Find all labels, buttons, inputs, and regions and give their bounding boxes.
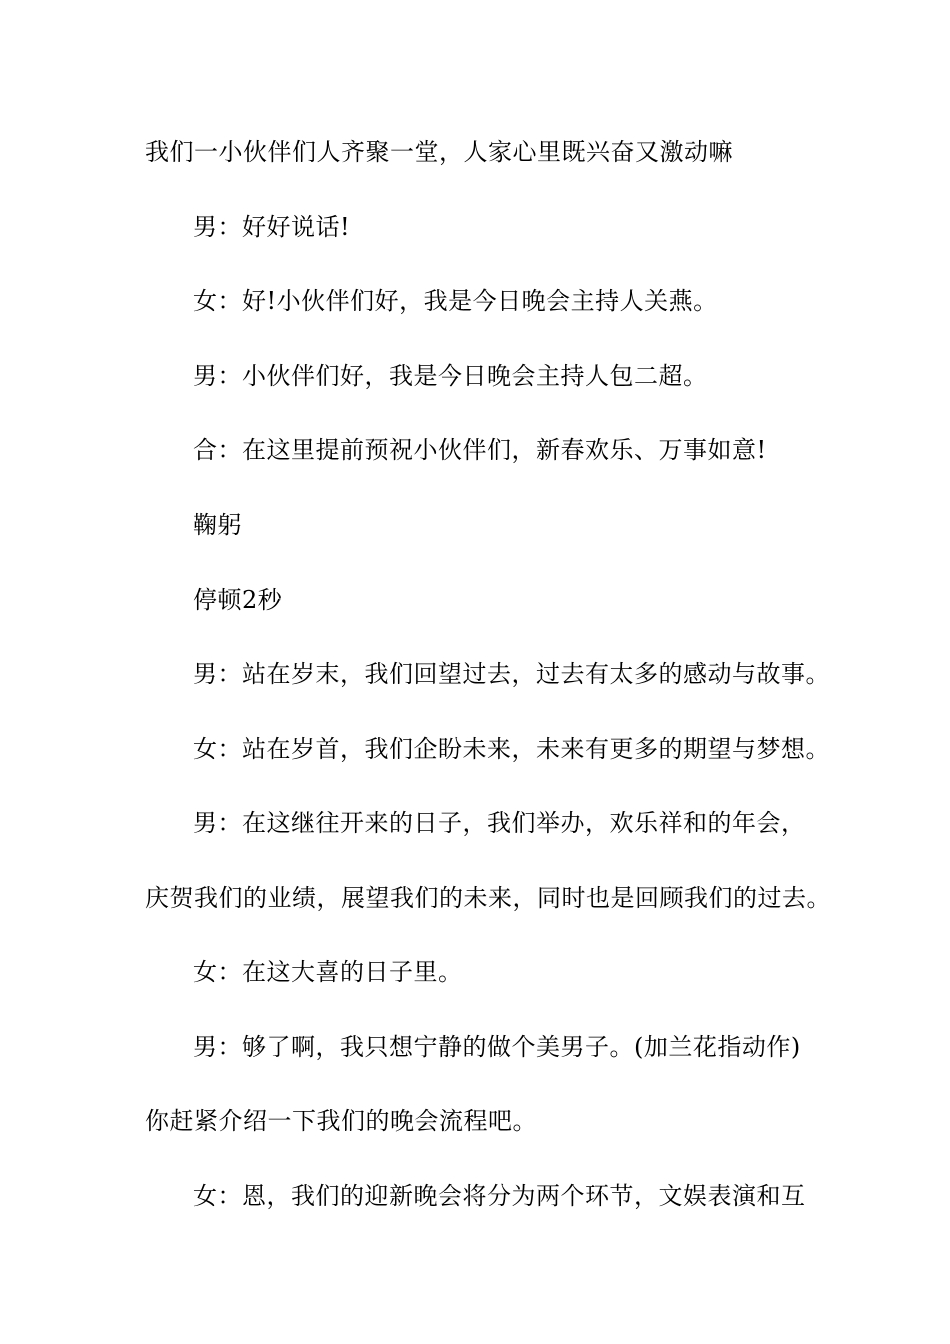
paragraph-line: 你赶紧介绍一下我们的晚会流程吧。: [145, 1107, 537, 1135]
paragraph-line: 男：好好说话!: [193, 213, 351, 241]
paragraph-line: 我们一小伙伴们人齐聚一堂，人家心里既兴奋又激动嘛: [145, 138, 733, 166]
paragraph-line: 庆贺我们的业绩，展望我们的未来，同时也是回顾我们的过去。: [145, 884, 831, 912]
paragraph-line: 男：小伙伴们好，我是今日晚会主持人包二超。: [193, 362, 708, 390]
paragraph-line: 男：在这继往开来的日子，我们举办，欢乐祥和的年会，: [193, 809, 806, 837]
paragraph-line: 鞠躬: [193, 511, 242, 539]
paragraph-line: 女：站在岁首，我们企盼未来，未来有更多的期望与梦想。: [193, 735, 830, 763]
paragraph-line: 女：好!小伙伴们好，我是今日晚会主持人关燕。: [193, 287, 718, 315]
paragraph-line: 停顿2秒: [193, 586, 283, 614]
paragraph-line: 合：在这里提前预祝小伙伴们，新春欢乐、万事如意!: [193, 436, 767, 464]
paragraph-line: 男：站在岁末，我们回望过去，过去有太多的感动与故事。: [193, 660, 830, 688]
paragraph-line: 女：在这大喜的日子里。: [193, 958, 463, 986]
paragraph-line: 女：恩，我们的迎新晚会将分为两个环节，文娱表演和互: [193, 1182, 806, 1210]
paragraph-line: 男：够了啊，我只想宁静的做个美男子。(加兰花指动作): [193, 1033, 801, 1061]
